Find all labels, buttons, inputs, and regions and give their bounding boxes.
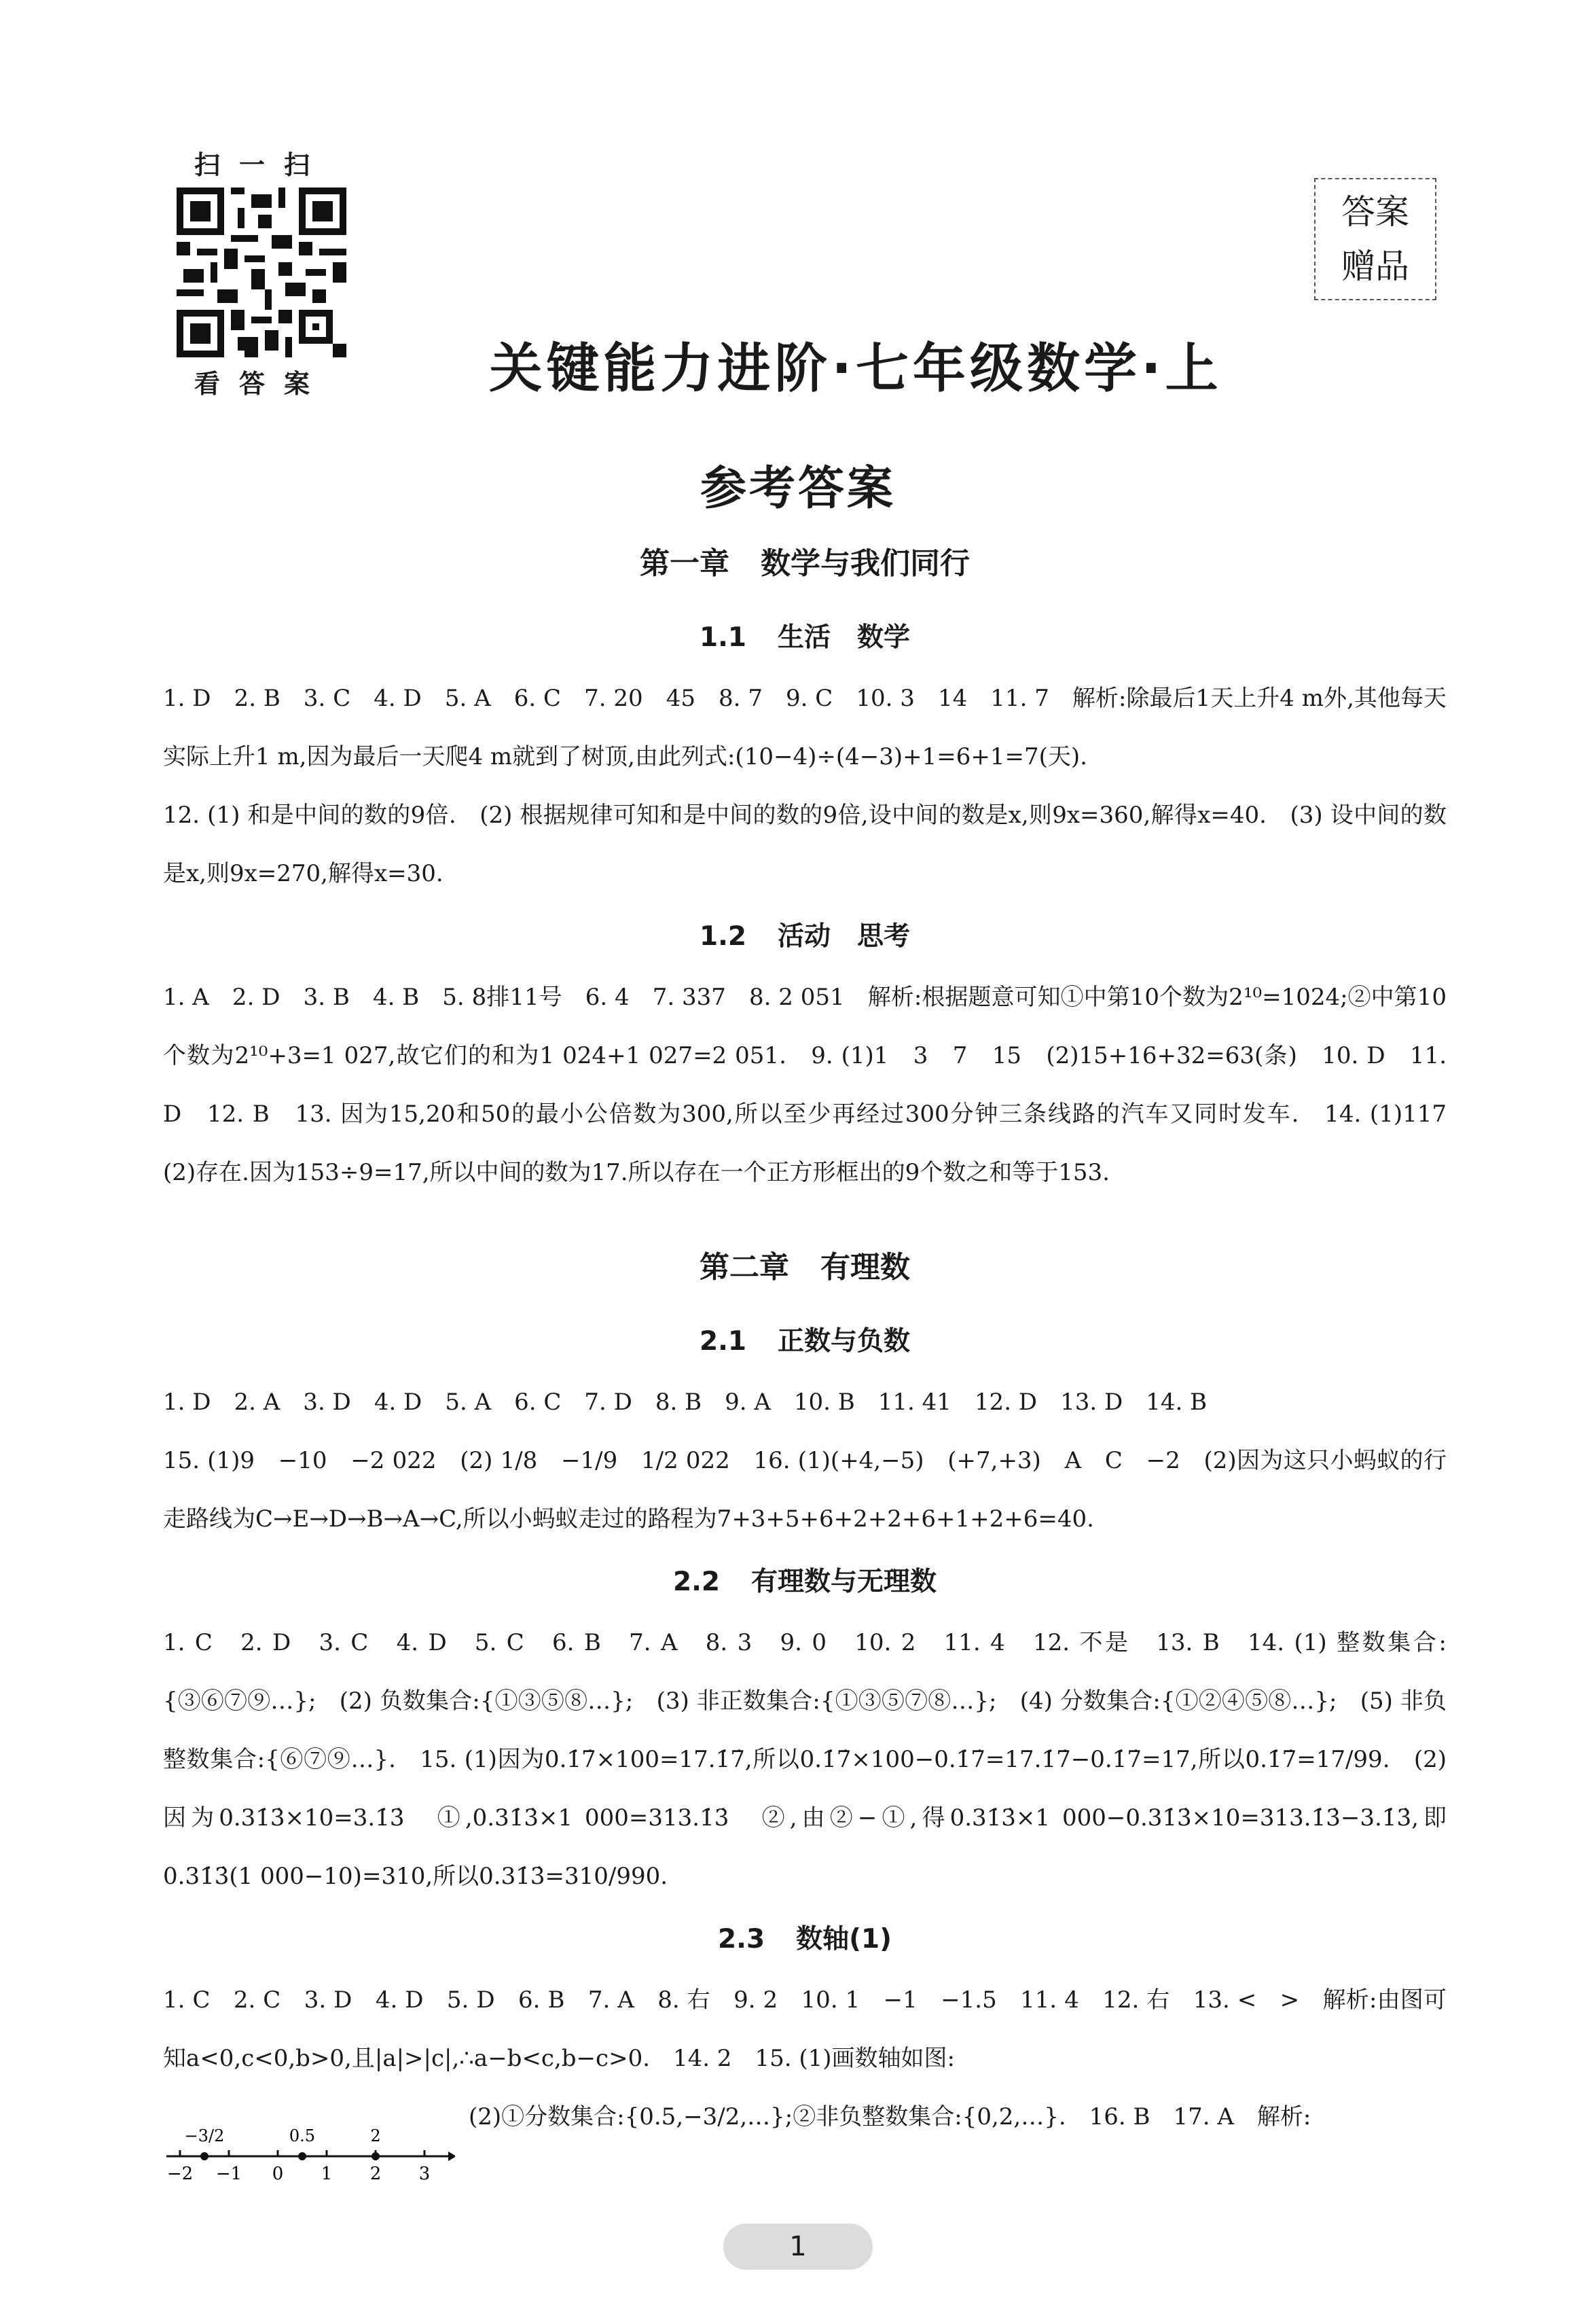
gift-stamp-line2: 赠品 xyxy=(1341,247,1409,286)
number-line-point xyxy=(298,2152,306,2160)
page-number: 1 xyxy=(723,2224,873,2270)
qr-code-icon[interactable] xyxy=(177,188,346,357)
answer-paragraph: 1. C 2. D 3. C 4. D 5. C 6. B 7. A 8. 3 9. 0 10. 2 11. 4 12. 不是 13. B 14. (1) 整数集合:{③⑥⑦⑨…}; (2) 负数集合:{①③⑤⑧…}; (3) 非正数集合:{①③⑤⑦⑧…}; (4) 分数集合:{①②④⑤⑧…}; (5) 非负整数集合:{⑥⑦⑨…}. 15. (1)因为0.1̇7̇×100=17.1̇7̇,所以0.1̇7̇×100−0.1̇7̇=17.1̇7̇−0.1̇7̇=17,所以0.1̇7̇=17/99. (2)因为0.31̇3̇×10=3.1̇3̇ ①,0.31̇3̇×1 000=313.1̇3̇ ②,由②−①,得0.31̇3̇×1 000−0.31̇3̇×10=313.1̇3̇−3.1̇3̇,即0.31̇3̇(1 000−10)=310,所以0.31̇3̇=310/990. xyxy=(163,1629,1447,1890)
number-line-tick-label: 2 xyxy=(369,2164,382,2184)
answer-paragraph: 1. A 2. D 3. B 4. B 5. 8排11号 6. 4 7. 337 8. 2 051 解析:根据题意可知①中第10个数为2¹⁰=1024;②中第10个数为2¹⁰+3=1 027,故它们的和为1 024+1 027=2 051. 9. (1)1 3 7 15 (2)15+16+32=63(条) 10. D 11. D 12. B 13. 因为15,20和50的最小公倍数为300,所以至少再经过300分钟三条线路的汽车又同时发车. 14. (1)117 (2)存在.因为153÷9=17,所以中间的数为17.所以存在一个正方形框出的9个数之和等于153. xyxy=(163,984,1470,1186)
arrow-icon xyxy=(448,2152,455,2161)
gift-stamp xyxy=(1314,178,1436,300)
number-line-point-label: −3/2 xyxy=(184,2126,225,2145)
section-heading-2-1: 2.1 正数与负数 xyxy=(699,1326,911,1357)
number-line-point-label: 2 xyxy=(370,2126,381,2145)
number-line-tick-label: 3 xyxy=(418,2164,431,2184)
book-title: 关键能力进阶·七年级数学·上 xyxy=(489,338,1222,399)
number-line-point-label: 0.5 xyxy=(289,2126,316,2145)
number-line-tick-label: −1 xyxy=(215,2164,242,2184)
answer-paragraph: (2)①分数集合:{0.5,−3/2,…};②非负整数集合:{0,2,…}. 16. B 17. A 解析: xyxy=(469,2103,1311,2130)
section-heading-1-2: 1.2 活动 思考 xyxy=(699,921,911,952)
number-line-point xyxy=(200,2152,208,2160)
number-line-tick-label: 0 xyxy=(272,2164,284,2184)
section-heading-1-1: 1.1 生活 数学 xyxy=(699,622,911,653)
qr-caption-top: 扫一扫 xyxy=(194,150,329,180)
answer-paragraph: 1. D 2. B 3. C 4. D 5. A 6. C 7. 20 45 8. 7 9. C 10. 3 14 11. 7 解析:除最后1天上升4 m外,其他每天实际上升1 m,因为最后一天爬4 m就到了树顶,由此列式:(10−4)÷(4−3)+1=6+1=7(天). xyxy=(163,685,1447,770)
qr-block xyxy=(173,148,350,401)
answer-paragraph: 12. (1) 和是中间的数的9倍. (2) 根据规律可知和是中间的数的9倍,设中间的数是x,则9x=360,解得x=40. (3) 设中间的数是x,则9x=270,解得x=30. xyxy=(163,802,1447,887)
number-line-tick-label: −2 xyxy=(166,2164,194,2184)
chapter-heading-2: 第二章 有理数 xyxy=(700,1250,910,1285)
answer-content xyxy=(163,540,1470,2146)
answer-paragraph: 1. C 2. C 3. D 4. D 5. D 6. B 7. A 8. 右 9. 2 10. 1 −1 −1.5 11. 4 12. 右 13. < > 解析:由图可知a<0,c<0,b>0,且|a|>|c|,∴a−b<c,b−c>0. 14. 2 15. (1)画数轴如图: xyxy=(163,1986,1447,2072)
number-line-figure xyxy=(163,2109,455,2197)
chapter-heading-1: 第一章 数学与我们同行 xyxy=(640,546,970,581)
number-line-tick-label: 1 xyxy=(321,2164,333,2184)
answer-paragraph: 15. (1)9 −10 −2 022 (2) 1/8 −1/9 1/2 022 16. (1)(+4,−5) (+7,+3) A C −2 (2)因为这只小蚂蚁的行走路线为C→E→D→B→A→C,所以小蚂蚁走过的路程为7+3+5+6+2+2+6+1+2+6=40. xyxy=(163,1447,1447,1533)
section-heading-2-3: 2.3 数轴(1) xyxy=(718,1924,892,1954)
answer-paragraph: 1. D 2. A 3. D 4. D 5. A 6. C 7. D 8. B 9. A 10. B 11. 41 12. D 13. D 14. B xyxy=(163,1389,1208,1416)
qr-caption-bottom: 看答案 xyxy=(194,369,329,399)
section-heading-2-2: 2.2 有理数与无理数 xyxy=(672,1567,937,1597)
number-line-point xyxy=(371,2152,380,2160)
gift-stamp-line1: 答案 xyxy=(1341,192,1409,232)
answer-title: 参考答案 xyxy=(700,462,896,516)
